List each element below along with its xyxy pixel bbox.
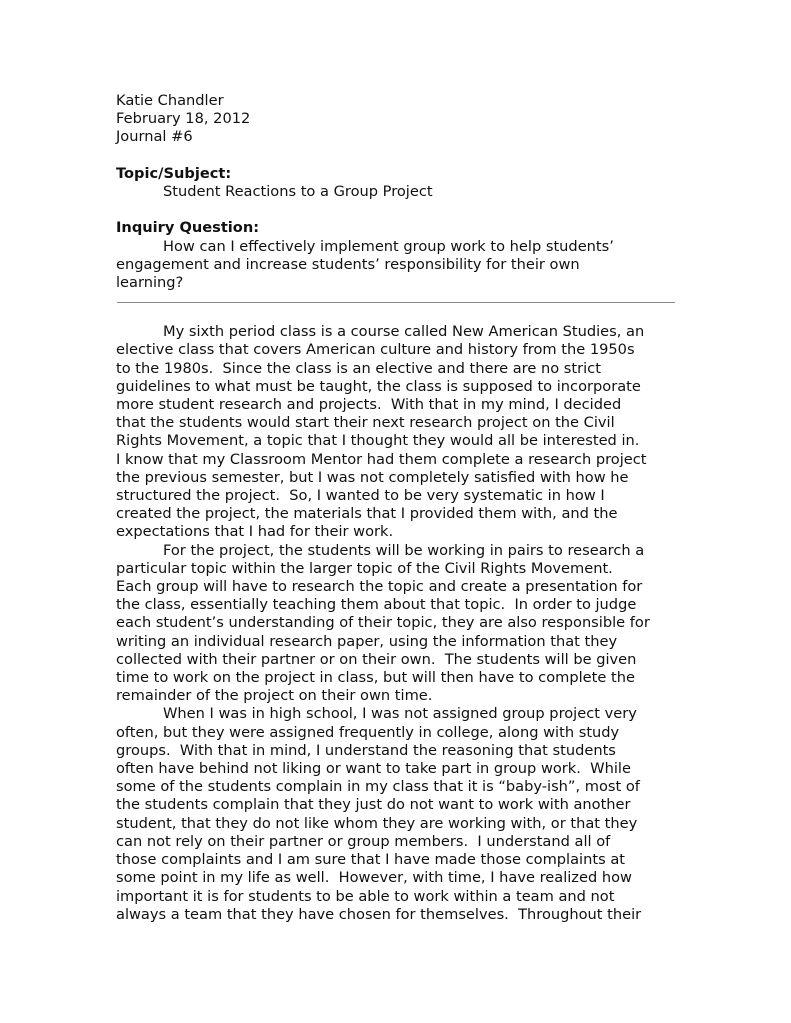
paragraph-line: My sixth period class is a course called New American Studies, an — [163, 323, 645, 341]
spacer — [116, 201, 676, 219]
paragraph-line: more student research and projects. With that in my mind, I decided — [116, 396, 622, 414]
paragraph-line: When I was in high school, I was not assigned group project very — [163, 705, 637, 723]
paragraph-line: created the project, the materials that I provided them with, and the — [116, 505, 618, 523]
paragraph-line: the students complain that they just do not want to work with another — [116, 796, 631, 814]
paragraph-line: always a team that they have chosen for themselves. Throughout their — [116, 905, 642, 923]
section-divider — [117, 302, 675, 303]
paragraph-line: the class, essentially teaching them about that topic. In order to judge — [116, 596, 637, 614]
paragraph-line: often, but they were assigned frequently in college, along with study — [116, 723, 620, 741]
inquiry-heading: Inquiry Question: — [116, 219, 260, 237]
paragraph-line: the previous semester, but I was not completely satisfied with how he — [116, 468, 629, 486]
paragraph-line: can not rely on their partner or group members. I understand all of — [116, 832, 611, 850]
body-paragraph-1 — [116, 323, 676, 541]
paragraph-line: collected with their partner or on their own. The students will be given — [116, 650, 637, 668]
paragraph-line: groups. With that in mind, I understand the reasoning that students — [116, 741, 616, 759]
body-paragraph-3 — [116, 705, 676, 923]
paragraph-line: particular topic within the larger topic of the Civil Rights Movement. — [116, 559, 613, 577]
journal-date: February 18, 2012 — [116, 110, 251, 128]
paragraph-line: writing an individual research paper, using the information that they — [116, 632, 618, 650]
paragraph-line: Rights Movement, a topic that I thought they would all be interested in. — [116, 432, 640, 450]
paragraph-line: often have behind not liking or want to take part in group work. While — [116, 760, 631, 778]
inquiry-line: engagement and increase students’ responsibility for their own — [116, 255, 580, 273]
body-paragraph-2 — [116, 542, 676, 706]
paragraph-line: each student’s understanding of their topic, they are also responsible for — [116, 614, 650, 632]
topic-heading: Topic/Subject: — [116, 164, 232, 182]
paragraph-line: structured the project. So, I wanted to be very systematic in how I — [116, 487, 605, 505]
paragraph-line: those complaints and I am sure that I have made those complaints at — [116, 851, 625, 869]
paragraph-line: For the project, the students will be working in pairs to research a — [163, 541, 645, 559]
paragraph-line: remainder of the project on their own time. — [116, 687, 433, 705]
paragraph-line: expectations that I had for their work. — [116, 523, 394, 541]
spacer — [116, 147, 676, 165]
document-page — [116, 92, 676, 924]
paragraph-line: some of the students complain in my class that it is “baby-ish”, most of — [116, 778, 640, 796]
journal-number: Journal #6 — [116, 128, 193, 146]
paragraph-line: elective class that covers American culture and history from the 1950s — [116, 341, 635, 359]
author-name: Katie Chandler — [116, 92, 224, 109]
paragraph-line: some point in my life as well. However, with time, I have realized how — [116, 869, 632, 887]
inquiry-line: learning? — [116, 274, 184, 291]
paragraph-line: important it is for students to be able to work within a team and not — [116, 887, 615, 905]
paragraph-line: to the 1980s. Since the class is an elective and there are no strict — [116, 359, 601, 377]
paragraph-line: that the students would start their next research project on the Civil — [116, 414, 615, 432]
paragraph-line: time to work on the project in class, but will then have to complete the — [116, 669, 635, 687]
paragraph-line: Each group will have to research the topic and create a presentation for — [116, 578, 643, 596]
topic-value: Student Reactions to a Group Project — [163, 183, 433, 200]
inquiry-line: How can I effectively implement group work to help students’ — [163, 237, 614, 255]
paragraph-line: student, that they do not like whom they are working with, or that they — [116, 814, 638, 832]
paragraph-line: guidelines to what must be taught, the class is supposed to incorporate — [116, 377, 641, 395]
paragraph-line: I know that my Classroom Mentor had them complete a research project — [116, 450, 647, 468]
